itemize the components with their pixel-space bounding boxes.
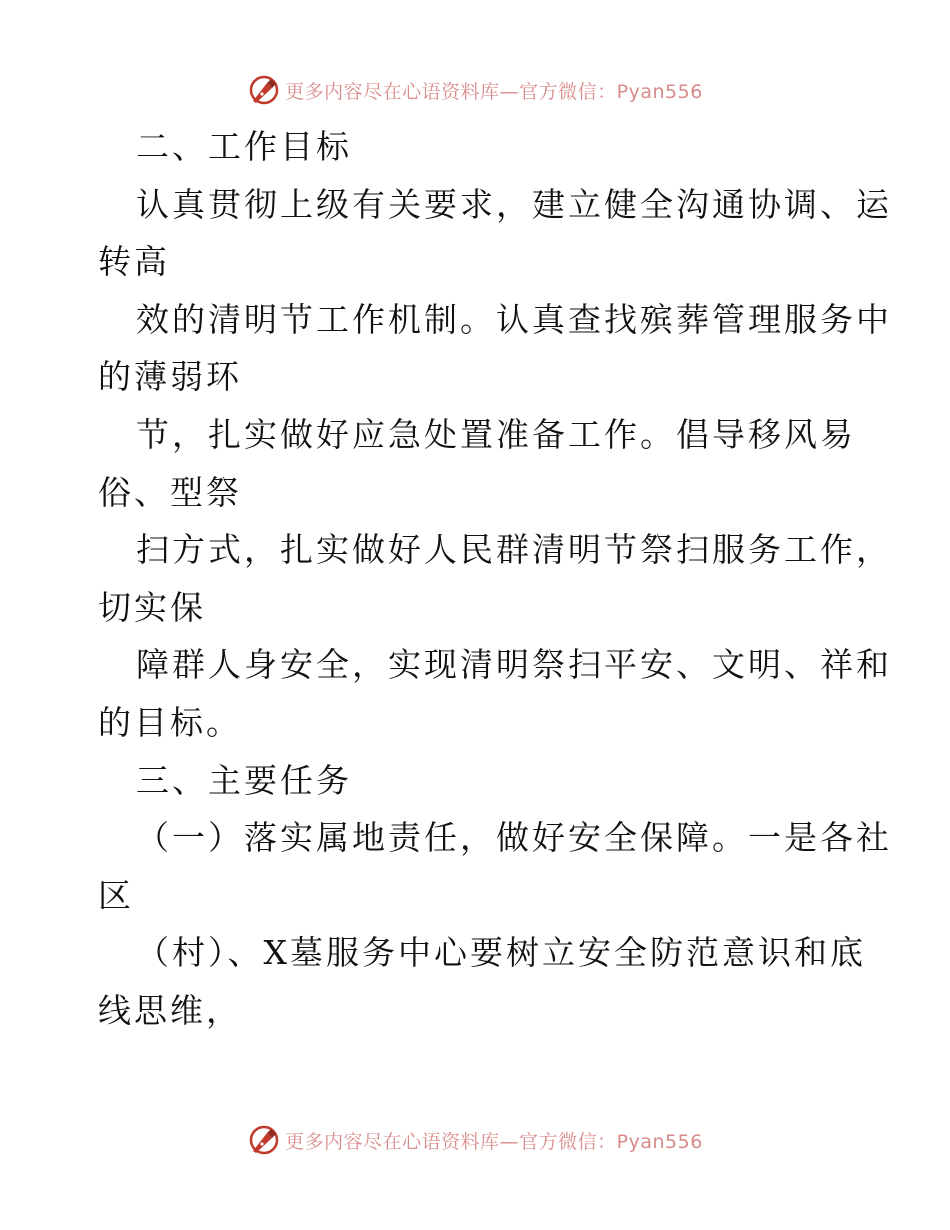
paragraph-line: 障群人身安全，实现清明祭扫平安、文明、祥和 — [136, 645, 892, 685]
paragraph-line: 扫方式，扎实做好人民群清明节祭扫服务工作， — [136, 530, 892, 570]
watermark-text: 更多内容尽在心语资料库—官方微信：Pyan556 — [285, 1130, 703, 1153]
header-watermark — [0, 70, 950, 110]
watermark-text: 更多内容尽在心语资料库—官方微信：Pyan556 — [285, 80, 703, 103]
paragraph-line: 区 — [98, 875, 134, 915]
paragraph-line: 的目标。 — [98, 702, 242, 742]
footer-watermark — [0, 1120, 950, 1160]
paragraph-line: （村）、X墓服务中心要树立安全防范意识和底 — [136, 933, 866, 973]
section-heading-goals: 二、工作目标 — [136, 127, 352, 166]
document-body — [98, 118, 892, 1040]
paragraph-line: 切实保 — [98, 587, 206, 627]
paragraph-line: 认真贯彻上级有关要求，建立健全沟通协调、运 — [136, 184, 892, 224]
paragraph-line: （一）落实属地责任，做好安全保障。一是各社 — [136, 818, 892, 858]
section-heading-tasks: 三、主要任务 — [136, 760, 352, 800]
paragraph-line: 转高 — [98, 242, 170, 282]
pen-nib-logo-icon — [247, 1123, 281, 1157]
paragraph-line: 节，扎实做好应急处置准备工作。倡导移风易 — [136, 414, 856, 454]
paragraph-line: 效的清明节工作机制。认真查找殡葬管理服务中 — [136, 299, 892, 339]
pen-nib-logo-icon — [247, 73, 281, 107]
paragraph-line: 的薄弱环 — [98, 357, 242, 397]
paragraph-line: 线思维， — [98, 990, 242, 1030]
paragraph-line: 俗、型祭 — [98, 472, 242, 512]
